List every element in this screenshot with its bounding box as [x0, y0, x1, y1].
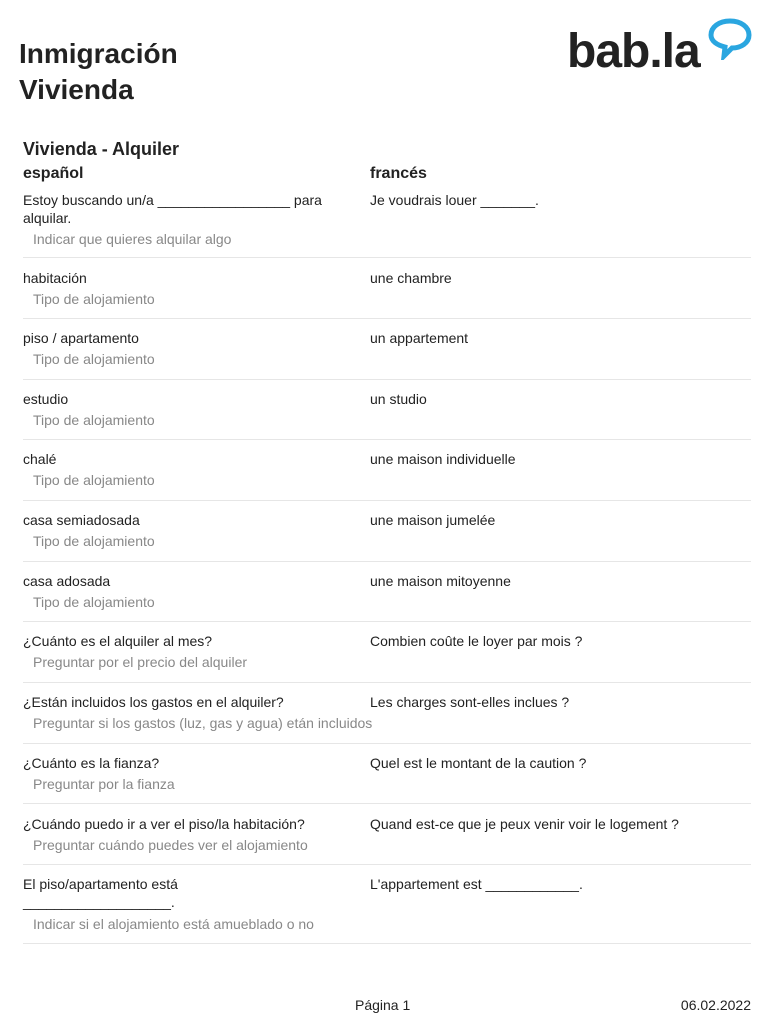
phrase-row [23, 744, 751, 804]
phrase-source: ¿Están incluidos los gastos en el alquiler? [23, 694, 284, 710]
phrase-source: casa adosada [23, 573, 111, 589]
phrase-hint: Indicar que quieres alquilar algo [33, 231, 232, 247]
column-header-target: francés [370, 165, 427, 182]
phrase-source: chalé [23, 451, 57, 467]
phrase-target: une maison mitoyenne [370, 573, 511, 589]
title-line-1: Inmigración [19, 38, 178, 69]
phrase-hint: Tipo de alojamiento [33, 291, 155, 307]
phrase-source: Estoy buscando un/a _________________ para alquilar. [23, 192, 322, 226]
phrase-row [23, 865, 751, 944]
phrase-target: Combien coûte le loyer par mois ? [370, 633, 583, 649]
speech-bubble-icon [708, 18, 752, 60]
phrase-target: L'appartement est ____________. [370, 876, 583, 892]
phrase-hint: Tipo de alojamiento [33, 472, 155, 488]
phrase-hint: Preguntar cuándo puedes ver el alojamiento [33, 837, 308, 853]
phrase-row [23, 501, 751, 562]
logo-text: bab.la [567, 25, 700, 78]
phrase-source: El piso/apartamento está ___________________. [23, 876, 178, 910]
phrase-target: un studio [370, 391, 427, 407]
phrase-target: Je voudrais louer _______. [370, 192, 539, 208]
phrase-row [23, 562, 751, 622]
phrase-hint: Preguntar por el precio del alquiler [33, 654, 248, 670]
phrase-row [23, 380, 751, 440]
phrase-row [23, 622, 751, 683]
phrase-row [23, 683, 751, 744]
page-number: Página 1 [355, 997, 411, 1013]
phrase-hint: Tipo de alojamiento [33, 533, 155, 549]
phrase-target: Quel est le montant de la caution ? [370, 755, 587, 771]
phrase-row [23, 258, 751, 319]
phrase-row [23, 188, 751, 258]
phrase-hint: Preguntar si los gastos (luz, gas y agua) etán incluidos [33, 715, 373, 731]
phrase-row [23, 804, 751, 865]
phrase-target: une maison individuelle [370, 451, 516, 467]
phrase-hint: Tipo de alojamiento [33, 594, 155, 610]
phrase-list [23, 188, 751, 944]
title-line-2: Vivienda [19, 74, 134, 105]
section-title: Vivienda - Alquiler [23, 139, 180, 159]
phrase-source: habitación [23, 270, 87, 286]
phrase-source: estudio [23, 391, 69, 407]
phrase-source: ¿Cuándo puedo ir a ver el piso/la habitación? [23, 816, 305, 832]
phrase-source: ¿Cuánto es la fianza? [23, 755, 160, 771]
phrase-target: une chambre [370, 270, 452, 286]
phrase-source: ¿Cuánto es el alquiler al mes? [23, 633, 213, 649]
bab-la-logo [567, 18, 752, 80]
phrase-target: une maison jumelée [370, 512, 496, 528]
page-title [19, 36, 178, 108]
phrase-source: casa semiadosada [23, 512, 140, 528]
phrase-hint: Preguntar por la fianza [33, 776, 175, 792]
phrase-hint: Indicar si el alojamiento está amueblado o no [33, 916, 314, 932]
phrase-row [23, 319, 751, 380]
phrase-hint: Tipo de alojamiento [33, 351, 155, 367]
phrase-target: un appartement [370, 330, 469, 346]
phrase-target: Quand est-ce que je peux venir voir le logement ? [370, 816, 679, 832]
phrase-target: Les charges sont-elles inclues ? [370, 694, 570, 710]
phrase-row [23, 440, 751, 501]
footer-date: 06.02.2022 [680, 997, 751, 1013]
phrase-source: piso / apartamento [23, 330, 139, 346]
phrase-hint: Tipo de alojamiento [33, 412, 155, 428]
column-header-source: español [23, 165, 84, 182]
